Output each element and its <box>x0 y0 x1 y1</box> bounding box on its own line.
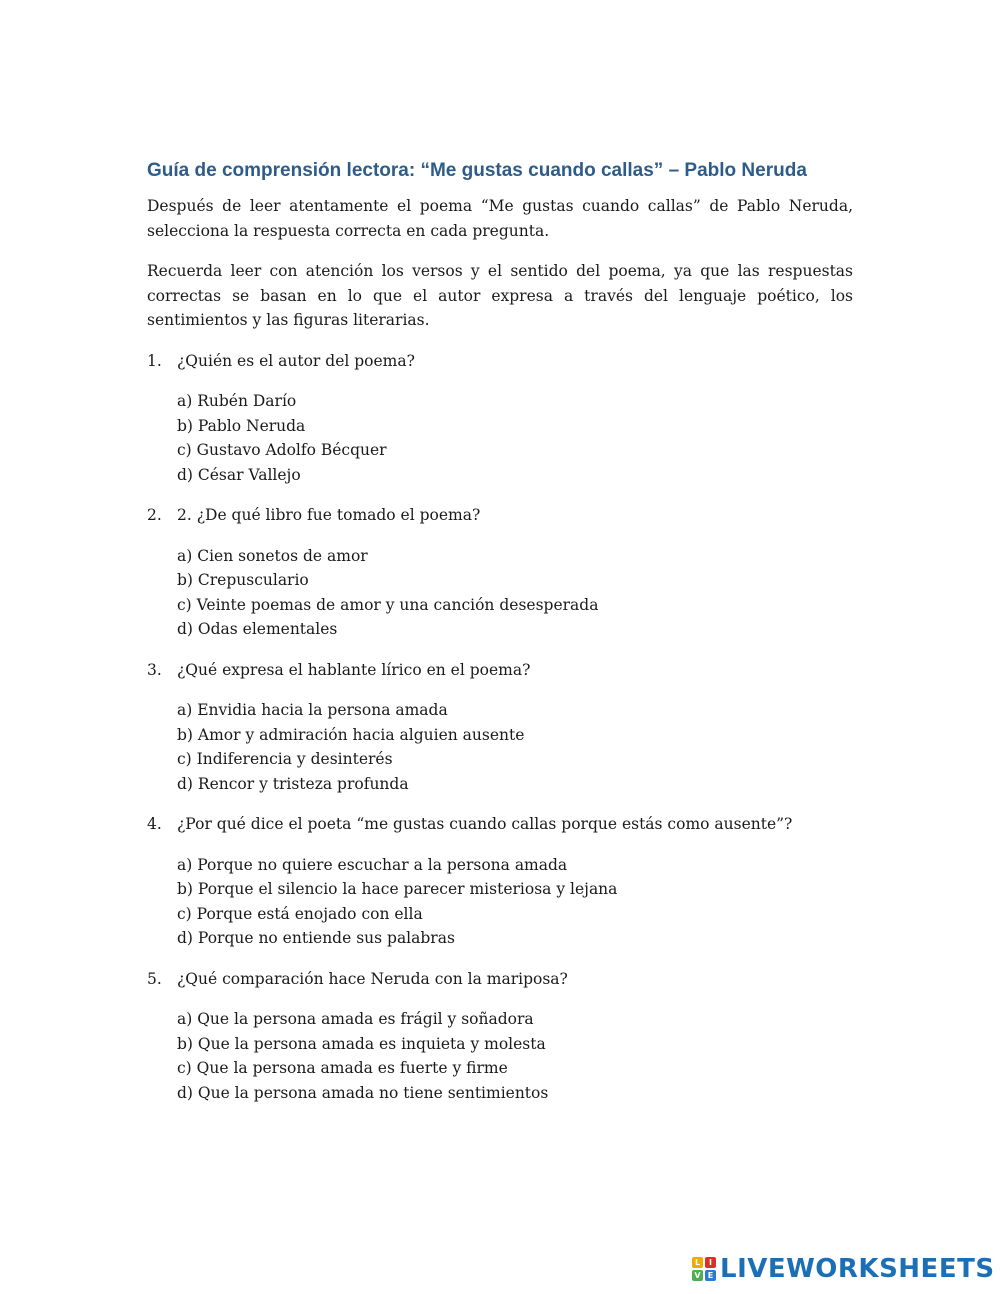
question-5-options <box>177 1007 853 1105</box>
question-2-options <box>177 544 853 642</box>
question-number: 3. <box>147 660 162 679</box>
question-number: 4. <box>147 815 162 833</box>
question-2 <box>147 503 853 528</box>
option-d[interactable]: d) César Vallejo <box>177 465 301 484</box>
question-5 <box>147 967 853 992</box>
question-number: 2. <box>147 506 162 524</box>
option-c[interactable]: c) Gustavo Adolfo Bécquer <box>177 441 387 459</box>
option-c[interactable]: c) Indiferencia y desinterés <box>177 750 393 768</box>
option-c[interactable]: c) Que la persona amada es fuerte y firme <box>177 1059 508 1077</box>
option-a[interactable]: a) Envidia hacia la persona amada <box>177 701 448 719</box>
liveworksheets-logo <box>692 1254 995 1284</box>
question-4-options <box>177 853 853 951</box>
question-4 <box>147 812 853 837</box>
logo-tile-e: E <box>705 1270 716 1281</box>
question-text: ¿Qué expresa el hablante lírico en el poema? <box>177 660 531 679</box>
option-b[interactable]: b) Amor y admiración hacia alguien ausente <box>177 725 525 744</box>
question-1 <box>147 349 853 374</box>
question-1-options <box>177 389 853 487</box>
intro-paragraph-2: Recuerda leer con atención los versos y el sentido del poema, ya que las respuestas correctas se basan en lo que el autor expresa a través del lenguaje poético, los sentimientos y las figuras literarias. <box>147 262 853 329</box>
question-text: ¿Quién es el autor del poema? <box>177 351 415 370</box>
question-3 <box>147 658 853 683</box>
logo-tile-i: I <box>705 1257 716 1268</box>
option-b[interactable]: b) Que la persona amada es inquieta y molesta <box>177 1034 546 1053</box>
page-title: Guía de comprensión lectora: “Me gustas cuando callas” – Pablo Neruda <box>147 160 807 181</box>
question-3-options <box>177 698 853 796</box>
option-c[interactable]: c) Veinte poemas de amor y una canción desesperada <box>177 595 599 614</box>
question-text: 2. ¿De qué libro fue tomado el poema? <box>177 506 481 524</box>
option-a[interactable]: a) Porque no quiere escuchar a la persona amada <box>177 855 568 874</box>
liveworksheets-logo-icon <box>692 1257 716 1281</box>
option-d[interactable]: d) Rencor y tristeza profunda <box>177 774 409 793</box>
option-a[interactable]: a) Cien sonetos de amor <box>177 546 368 565</box>
logo-tile-v: V <box>692 1270 703 1281</box>
question-text: ¿Qué comparación hace Neruda con la mariposa? <box>177 969 568 988</box>
question-number: 5. <box>147 969 162 988</box>
worksheet-page <box>147 158 853 1121</box>
option-a[interactable]: a) Rubén Darío <box>177 392 297 410</box>
option-b[interactable]: b) Porque el silencio la hace parecer misteriosa y lejana <box>177 880 618 898</box>
intro-paragraph-1: Después de leer atentamente el poema “Me gustas cuando callas” de Pablo Neruda, selecciona la respuesta correcta en cada pregunta. <box>147 197 853 240</box>
option-a[interactable]: a) Que la persona amada es frágil y soñadora <box>177 1010 534 1028</box>
option-d[interactable]: d) Porque no entiende sus palabras <box>177 929 455 947</box>
logo-tile-l: L <box>692 1257 703 1268</box>
logo-text: LIVEWORKSHEETS <box>720 1254 995 1284</box>
option-d[interactable]: d) Que la persona amada no tiene sentimientos <box>177 1083 549 1102</box>
option-b[interactable]: b) Pablo Neruda <box>177 416 306 435</box>
option-c[interactable]: c) Porque está enojado con ella <box>177 904 423 923</box>
option-b[interactable]: b) Crepusculario <box>177 571 309 589</box>
question-number: 1. <box>147 351 162 370</box>
option-d[interactable]: d) Odas elementales <box>177 620 338 638</box>
question-text: ¿Por qué dice el poeta “me gustas cuando callas porque estás como ausente”? <box>177 815 793 833</box>
